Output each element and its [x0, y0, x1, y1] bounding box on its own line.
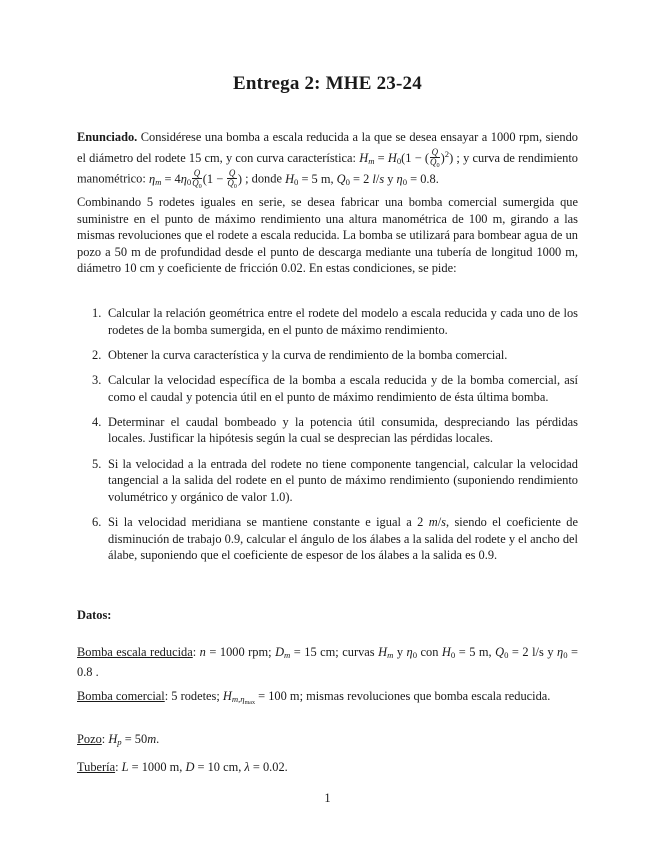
data-heading: Datos: — [77, 608, 112, 622]
statement-text-b: ; y curva de rendimiento manométrico: — [77, 150, 578, 186]
list-item: 4. Determinar el caudal bombeado y la potencia útil consumida, despreciando las pérdidas locales. Justificar la hipótesis según la cual se desprecian las pérdidas locales. — [92, 414, 578, 446]
list-item: 1. Calcular la relación geométrica entre el rodete del modelo a escala reducida y cada uno de los rodetes de la bomba sumergida, en el punto de máximo rendimiento. — [92, 306, 578, 337]
well-label: Pozo — [77, 732, 102, 746]
data-pipe: Tubería: L = 1000 m, D = 10 cm, λ = 0.02. — [77, 760, 288, 774]
page-number: 1 — [324, 791, 331, 805]
statement-label: Enunciado. — [77, 130, 138, 144]
efficiency-curve-formula: $\eta_m = 4\eta_0$ $\frac{Q}{Q_0}$ (1 − $\frac{Q}{Q_0}$ ) — [148, 168, 243, 191]
list-item: 5. Si la velocidad a la entrada del rodete no tiene componente tangencial, calcular la velocidad tangencial a la salida del rodete en el punto de máximo rendimiento (suponiendo rendimiento volumétrico y orgánico de valor 1.0). — [92, 456, 578, 504]
commercial-pump-label: Bomba comercial — [77, 689, 165, 703]
questions-list — [92, 305, 578, 572]
data-small-pump: Bomba escala reducida: n = 1000 rpm; $D_m = 15$ cm; curvas $H_m$ y $\eta_0$ con $H_0 = 5$ m, $Q_0 = 2$ l/s y $\eta_0 = 0.8$ . — [77, 645, 579, 679]
statement-paragraph-2: Combinando 5 rodetes iguales en serie, se desea fabricar una bomba comercial sumergida que suministre en el punto de máximo rendimiento una altura manométrica de 100 m, girando a las mismas revoluciones que el rodete a escala reducida. La bomba se utilizará para bombear agua de un pozo a 50 m de profundidad desde el punto de descarga mediante una tubería de longitud 1000 m, diámetro 10 cm y coeficiente de fricción 0.02. En estas condiciones, se pide: — [77, 195, 578, 276]
pipe-label: Tubería — [77, 760, 116, 774]
list-item: 6. Si la velocidad meridiana se mantiene constante e igual a 2 m/s, siendo el coeficiente de disminución de trabajo 0.9, calcular el ángulo de los álabes a la salida del rodete y el ancho del álabe, suponiendo que el coeficiente de espesor de los álabes a la salida es 0.9. — [92, 514, 578, 563]
data-well: Pozo: $H_p = 50m$. — [77, 732, 160, 747]
characteristic-curve-formula: $H_m = H_0(1$ − ( $\frac{Q}{Q_0}$ )$^2$) — [359, 147, 454, 170]
data-commercial-pump: Bomba comercial: 5 rodetes; $H_{m,\eta_{max}} = 100$ m; mismas revoluciones que bomba escala reducida. — [77, 689, 551, 706]
list-item: 2. Obtener la curva característica y la curva de rendimiento de la bomba comercial. — [92, 347, 508, 362]
small-pump-label: Bomba escala reducida — [77, 645, 193, 659]
parameter-values: $H_0 = 5$ m, $Q_0 = 2$ l/s y $\eta_0 = 0.8$. — [285, 171, 439, 187]
statement-text-a: Considérese una bomba a escala reducida a la que se desea ensayar a 1000 rpm, siendo el diámetro del rodete 15 cm, y con curva característica: — [77, 130, 578, 165]
page-title: Entrega 2: MHE 23-24 — [233, 73, 422, 94]
statement-text-c: ; donde — [245, 171, 282, 186]
statement-paragraph-1 — [77, 129, 578, 191]
list-item: 3. Calcular la velocidad específica de la bomba a escala reducida y de la bomba comercial, así como el caudal y potencia útil en el punto de máximo rendimiento de ésta última bomba. — [92, 372, 578, 404]
